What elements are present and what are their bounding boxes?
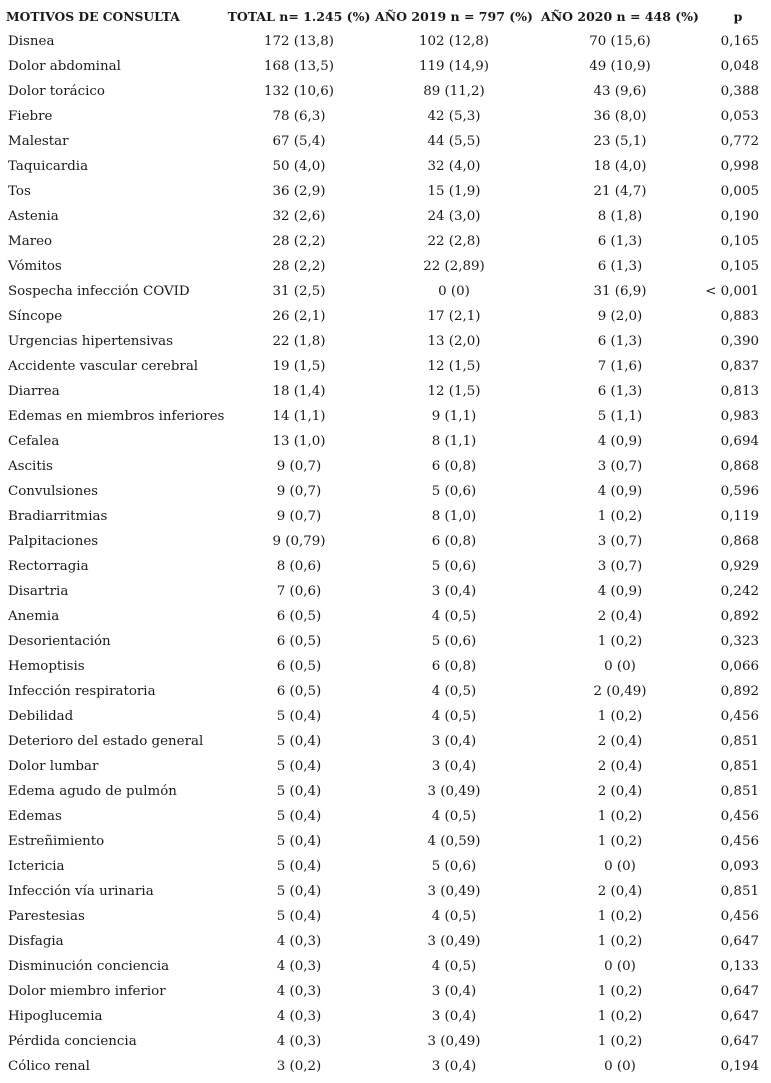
cell-2020: 4 (0,9)	[597, 434, 643, 449]
cell-total: 28 (2,2)	[272, 259, 326, 274]
cell-p: 0,242	[720, 584, 759, 599]
cell-2020: 7 (1,6)	[597, 359, 643, 374]
cell-total: 168 (13,5)	[263, 59, 335, 74]
cell-2019: 5 (0,6)	[431, 634, 477, 649]
cell-motivo: Taquicardia	[8, 159, 89, 174]
cell-p: 0,048	[720, 59, 759, 74]
cell-total: 28 (2,2)	[272, 234, 326, 249]
cell-total: 19 (1,5)	[272, 359, 326, 374]
cell-motivo: Cefalea	[8, 434, 60, 449]
cell-motivo: Desorientación	[8, 634, 111, 649]
cell-2019: 4 (0,5)	[431, 609, 477, 624]
cell-p: 0,647	[720, 984, 759, 999]
table-row	[0, 204, 771, 229]
cell-total: 9 (0,7)	[276, 459, 322, 474]
cell-motivo: Anemia	[8, 609, 60, 624]
cell-total: 5 (0,4)	[276, 834, 322, 849]
cell-motivo: Hipoglucemia	[8, 1009, 103, 1024]
cell-2020: 0 (0)	[604, 1059, 636, 1074]
cell-total: 5 (0,4)	[276, 909, 322, 924]
cell-p: 0,851	[720, 784, 759, 799]
table-row	[0, 229, 771, 254]
table-row	[0, 979, 771, 1004]
cell-motivo: Edemas en miembros inferiores	[8, 409, 225, 424]
cell-motivo: Dolor lumbar	[8, 759, 99, 774]
cell-2019: 42 (5,3)	[427, 109, 481, 124]
cell-motivo: Deterioro del estado general	[8, 734, 204, 749]
table-row	[0, 304, 771, 329]
cell-p: 0,165	[720, 34, 759, 49]
cell-total: 5 (0,4)	[276, 734, 322, 749]
cell-motivo: Síncope	[8, 309, 63, 324]
cell-2019: 3 (0,4)	[431, 984, 477, 999]
cell-motivo: Infección respiratoria	[8, 684, 156, 699]
table-row	[0, 704, 771, 729]
cell-2020: 1 (0,2)	[597, 984, 643, 999]
cell-total: 5 (0,4)	[276, 884, 322, 899]
cell-2020: 2 (0,49)	[593, 684, 647, 699]
table-row	[0, 329, 771, 354]
cell-total: 22 (1,8)	[272, 334, 326, 349]
cell-total: 26 (2,1)	[272, 309, 326, 324]
cell-2019: 15 (1,9)	[427, 184, 481, 199]
cell-motivo: Vómitos	[8, 259, 62, 274]
cell-p: 0,647	[720, 934, 759, 949]
cell-2019: 6 (0,8)	[431, 659, 477, 674]
table-body	[0, 29, 771, 1079]
cell-motivo: Dolor torácico	[8, 84, 105, 99]
cell-total: 13 (1,0)	[272, 434, 326, 449]
cell-2020: 36 (8,0)	[593, 109, 647, 124]
cell-p: 0,998	[720, 159, 759, 174]
cell-p: 0,105	[720, 234, 759, 249]
table-row	[0, 54, 771, 79]
cell-p: 0,323	[720, 634, 759, 649]
cell-p: 0,133	[720, 959, 759, 974]
cell-total: 9 (0,7)	[276, 484, 322, 499]
cell-2020: 1 (0,2)	[597, 809, 643, 824]
cell-2019: 22 (2,8)	[427, 234, 481, 249]
table-row	[0, 179, 771, 204]
table-row	[0, 629, 771, 654]
cell-total: 5 (0,4)	[276, 759, 322, 774]
consultation-reasons-table	[0, 4, 771, 1079]
cell-total: 7 (0,6)	[276, 584, 322, 599]
cell-motivo: Disnea	[8, 34, 55, 49]
cell-p: 0,105	[720, 259, 759, 274]
cell-total: 6 (0,5)	[276, 634, 322, 649]
cell-2020: 21 (4,7)	[593, 184, 647, 199]
table-row	[0, 1054, 771, 1079]
header-row	[0, 4, 771, 29]
cell-2019: 9 (1,1)	[431, 409, 477, 424]
cell-total: 14 (1,1)	[272, 409, 326, 424]
cell-p: < 0,001	[705, 284, 759, 299]
cell-2019: 102 (12,8)	[418, 34, 490, 49]
cell-2020: 3 (0,7)	[597, 534, 643, 549]
cell-motivo: Fiebre	[8, 109, 53, 124]
table-row	[0, 554, 771, 579]
cell-2019: 44 (5,5)	[427, 134, 481, 149]
cell-p: 0,883	[720, 309, 759, 324]
cell-p: 0,066	[720, 659, 759, 674]
cell-2019: 0 (0)	[438, 284, 470, 299]
cell-p: 0,983	[720, 409, 759, 424]
cell-motivo: Estreñimiento	[8, 834, 105, 849]
cell-2020: 1 (0,2)	[597, 709, 643, 724]
cell-total: 5 (0,4)	[276, 784, 322, 799]
table-row	[0, 829, 771, 854]
cell-total: 3 (0,2)	[276, 1059, 322, 1074]
table-row	[0, 154, 771, 179]
cell-2019: 3 (0,4)	[431, 759, 477, 774]
cell-motivo: Pérdida conciencia	[8, 1034, 137, 1049]
table-row	[0, 954, 771, 979]
cell-total: 5 (0,4)	[276, 859, 322, 874]
cell-total: 5 (0,4)	[276, 809, 322, 824]
cell-p: 0,093	[720, 859, 759, 874]
header-2019: AÑO 2019 n = 797 (%)	[375, 9, 533, 24]
cell-total: 5 (0,4)	[276, 709, 322, 724]
cell-motivo: Parestesias	[8, 909, 85, 924]
cell-2020: 1 (0,2)	[597, 634, 643, 649]
cell-2020: 2 (0,4)	[597, 759, 643, 774]
header-total: TOTAL n= 1.245 (%)	[227, 9, 371, 24]
cell-motivo: Palpitaciones	[8, 534, 99, 549]
cell-2020: 1 (0,2)	[597, 1009, 643, 1024]
cell-2020: 49 (10,9)	[589, 59, 651, 74]
cell-motivo: Infección vía urinaria	[8, 884, 154, 899]
cell-motivo: Cólico renal	[8, 1059, 90, 1074]
cell-2019: 119 (14,9)	[418, 59, 490, 74]
cell-p: 0,456	[720, 834, 759, 849]
cell-2019: 3 (0,4)	[431, 1009, 477, 1024]
cell-2019: 4 (0,5)	[431, 684, 477, 699]
table-row	[0, 429, 771, 454]
table-row	[0, 104, 771, 129]
cell-p: 0,596	[720, 484, 759, 499]
table-row	[0, 804, 771, 829]
table-row	[0, 604, 771, 629]
cell-p: 0,194	[720, 1059, 759, 1074]
cell-2019: 8 (1,1)	[431, 434, 477, 449]
cell-total: 78 (6,3)	[272, 109, 326, 124]
cell-2019: 24 (3,0)	[427, 209, 481, 224]
table-row	[0, 529, 771, 554]
table-row	[0, 679, 771, 704]
header-p: p	[733, 9, 743, 24]
cell-2019: 3 (0,49)	[427, 884, 481, 899]
cell-2019: 3 (0,49)	[427, 934, 481, 949]
cell-2019: 3 (0,49)	[427, 784, 481, 799]
cell-motivo: Disfagia	[8, 934, 64, 949]
table-header	[0, 4, 771, 29]
cell-p: 0,837	[720, 359, 759, 374]
table-row	[0, 929, 771, 954]
cell-2020: 1 (0,2)	[597, 934, 643, 949]
cell-2020: 9 (2,0)	[597, 309, 643, 324]
cell-total: 6 (0,5)	[276, 659, 322, 674]
cell-2020: 4 (0,9)	[597, 484, 643, 499]
cell-motivo: Sospecha infección COVID	[8, 284, 190, 299]
cell-motivo: Urgencias hipertensivas	[8, 334, 174, 349]
cell-2019: 13 (2,0)	[427, 334, 481, 349]
cell-total: 4 (0,3)	[276, 959, 322, 974]
cell-total: 172 (13,8)	[263, 34, 335, 49]
cell-2020: 6 (1,3)	[597, 234, 643, 249]
cell-motivo: Disartria	[8, 584, 69, 599]
cell-total: 6 (0,5)	[276, 609, 322, 624]
cell-p: 0,892	[720, 684, 759, 699]
cell-total: 4 (0,3)	[276, 1034, 322, 1049]
cell-total: 4 (0,3)	[276, 1009, 322, 1024]
cell-2019: 32 (4,0)	[427, 159, 481, 174]
cell-p: 0,772	[720, 134, 759, 149]
table-row	[0, 654, 771, 679]
cell-p: 0,851	[720, 759, 759, 774]
table-row	[0, 254, 771, 279]
cell-2020: 1 (0,2)	[597, 909, 643, 924]
table-row	[0, 779, 771, 804]
cell-p: 0,929	[720, 559, 759, 574]
cell-p: 0,456	[720, 909, 759, 924]
table-row	[0, 729, 771, 754]
cell-total: 32 (2,6)	[272, 209, 326, 224]
cell-2020: 18 (4,0)	[593, 159, 647, 174]
cell-p: 0,892	[720, 609, 759, 624]
table-row	[0, 1029, 771, 1054]
cell-2020: 0 (0)	[604, 859, 636, 874]
cell-motivo: Diarrea	[8, 384, 60, 399]
cell-p: 0,868	[720, 534, 759, 549]
table-row	[0, 354, 771, 379]
cell-2019: 6 (0,8)	[431, 534, 477, 549]
cell-motivo: Mareo	[8, 234, 53, 249]
cell-p: 0,390	[720, 334, 759, 349]
cell-2019: 3 (0,49)	[427, 1034, 481, 1049]
cell-2020: 1 (0,2)	[597, 834, 643, 849]
table-row	[0, 754, 771, 779]
cell-total: 9 (0,79)	[272, 534, 326, 549]
table-row	[0, 479, 771, 504]
cell-motivo: Rectorragia	[8, 559, 89, 574]
table-row	[0, 404, 771, 429]
cell-p: 0,851	[720, 884, 759, 899]
table-row	[0, 129, 771, 154]
cell-motivo: Debilidad	[8, 709, 74, 724]
cell-2019: 4 (0,59)	[427, 834, 481, 849]
cell-motivo: Dolor abdominal	[8, 59, 121, 74]
cell-p: 0,647	[720, 1034, 759, 1049]
cell-2019: 8 (1,0)	[431, 509, 477, 524]
cell-motivo: Edema agudo de pulmón	[8, 784, 177, 799]
cell-motivo: Edemas	[8, 809, 62, 824]
cell-total: 6 (0,5)	[276, 684, 322, 699]
cell-2020: 70 (15,6)	[589, 34, 651, 49]
cell-p: 0,694	[720, 434, 759, 449]
cell-2020: 2 (0,4)	[597, 784, 643, 799]
cell-2020: 23 (5,1)	[593, 134, 647, 149]
table-row	[0, 379, 771, 404]
cell-total: 8 (0,6)	[276, 559, 322, 574]
cell-2019: 6 (0,8)	[431, 459, 477, 474]
cell-2019: 17 (2,1)	[427, 309, 481, 324]
cell-motivo: Malestar	[8, 134, 69, 149]
cell-p: 0,851	[720, 734, 759, 749]
cell-motivo: Ascitis	[8, 459, 53, 474]
cell-2019: 5 (0,6)	[431, 859, 477, 874]
cell-p: 0,456	[720, 809, 759, 824]
cell-2020: 5 (1,1)	[597, 409, 643, 424]
cell-2019: 3 (0,4)	[431, 734, 477, 749]
cell-2019: 4 (0,5)	[431, 959, 477, 974]
table-row	[0, 29, 771, 54]
cell-p: 0,813	[720, 384, 759, 399]
cell-total: 9 (0,7)	[276, 509, 322, 524]
cell-2019: 22 (2,89)	[423, 259, 485, 274]
cell-total: 132 (10,6)	[263, 84, 335, 99]
cell-motivo: Bradiarritmias	[8, 509, 108, 524]
cell-motivo: Hemoptisis	[8, 659, 85, 674]
cell-total: 31 (2,5)	[272, 284, 326, 299]
cell-2020: 2 (0,4)	[597, 884, 643, 899]
cell-2020: 2 (0,4)	[597, 609, 643, 624]
cell-2020: 3 (0,7)	[597, 459, 643, 474]
cell-total: 67 (5,4)	[272, 134, 326, 149]
cell-2020: 1 (0,2)	[597, 1034, 643, 1049]
cell-2019: 89 (11,2)	[423, 84, 485, 99]
cell-2020: 1 (0,2)	[597, 509, 643, 524]
cell-p: 0,190	[720, 209, 759, 224]
cell-2020: 4 (0,9)	[597, 584, 643, 599]
cell-2020: 2 (0,4)	[597, 734, 643, 749]
cell-motivo: Tos	[8, 184, 31, 199]
cell-total: 4 (0,3)	[276, 934, 322, 949]
table-row	[0, 579, 771, 604]
cell-motivo: Ictericia	[8, 859, 65, 874]
table-row	[0, 854, 771, 879]
cell-motivo: Accidente vascular cerebral	[8, 359, 199, 374]
cell-total: 4 (0,3)	[276, 984, 322, 999]
header-motivos: MOTIVOS DE CONSULTA	[6, 9, 180, 24]
table-row	[0, 454, 771, 479]
cell-p: 0,868	[720, 459, 759, 474]
table-row	[0, 279, 771, 304]
cell-2019: 3 (0,4)	[431, 584, 477, 599]
table-row	[0, 904, 771, 929]
cell-2019: 12 (1,5)	[427, 359, 481, 374]
cell-2020: 0 (0)	[604, 659, 636, 674]
cell-2020: 0 (0)	[604, 959, 636, 974]
cell-p: 0,005	[720, 184, 759, 199]
cell-2019: 5 (0,6)	[431, 484, 477, 499]
cell-2020: 31 (6,9)	[593, 284, 647, 299]
cell-p: 0,119	[720, 509, 759, 524]
table-row	[0, 879, 771, 904]
table-row	[0, 1004, 771, 1029]
cell-2020: 6 (1,3)	[597, 384, 643, 399]
cell-2020: 8 (1,8)	[597, 209, 643, 224]
cell-motivo: Dolor miembro inferior	[8, 984, 166, 999]
cell-p: 0,388	[720, 84, 759, 99]
cell-p: 0,647	[720, 1009, 759, 1024]
cell-motivo: Disminución conciencia	[8, 959, 170, 974]
cell-2019: 12 (1,5)	[427, 384, 481, 399]
cell-2019: 5 (0,6)	[431, 559, 477, 574]
table-row	[0, 504, 771, 529]
cell-total: 18 (1,4)	[272, 384, 326, 399]
cell-2019: 4 (0,5)	[431, 809, 477, 824]
table-row	[0, 79, 771, 104]
cell-total: 36 (2,9)	[272, 184, 326, 199]
cell-p: 0,053	[720, 109, 759, 124]
cell-2020: 43 (9,6)	[593, 84, 647, 99]
cell-2020: 3 (0,7)	[597, 559, 643, 574]
cell-2020: 6 (1,3)	[597, 334, 643, 349]
cell-p: 0,456	[720, 709, 759, 724]
cell-2019: 4 (0,5)	[431, 909, 477, 924]
header-2020: AÑO 2020 n = 448 (%)	[541, 9, 699, 24]
cell-2019: 3 (0,4)	[431, 1059, 477, 1074]
cell-motivo: Convulsiones	[8, 484, 99, 499]
cell-motivo: Astenia	[8, 209, 59, 224]
cell-2019: 4 (0,5)	[431, 709, 477, 724]
cell-2020: 6 (1,3)	[597, 259, 643, 274]
cell-total: 50 (4,0)	[272, 159, 326, 174]
